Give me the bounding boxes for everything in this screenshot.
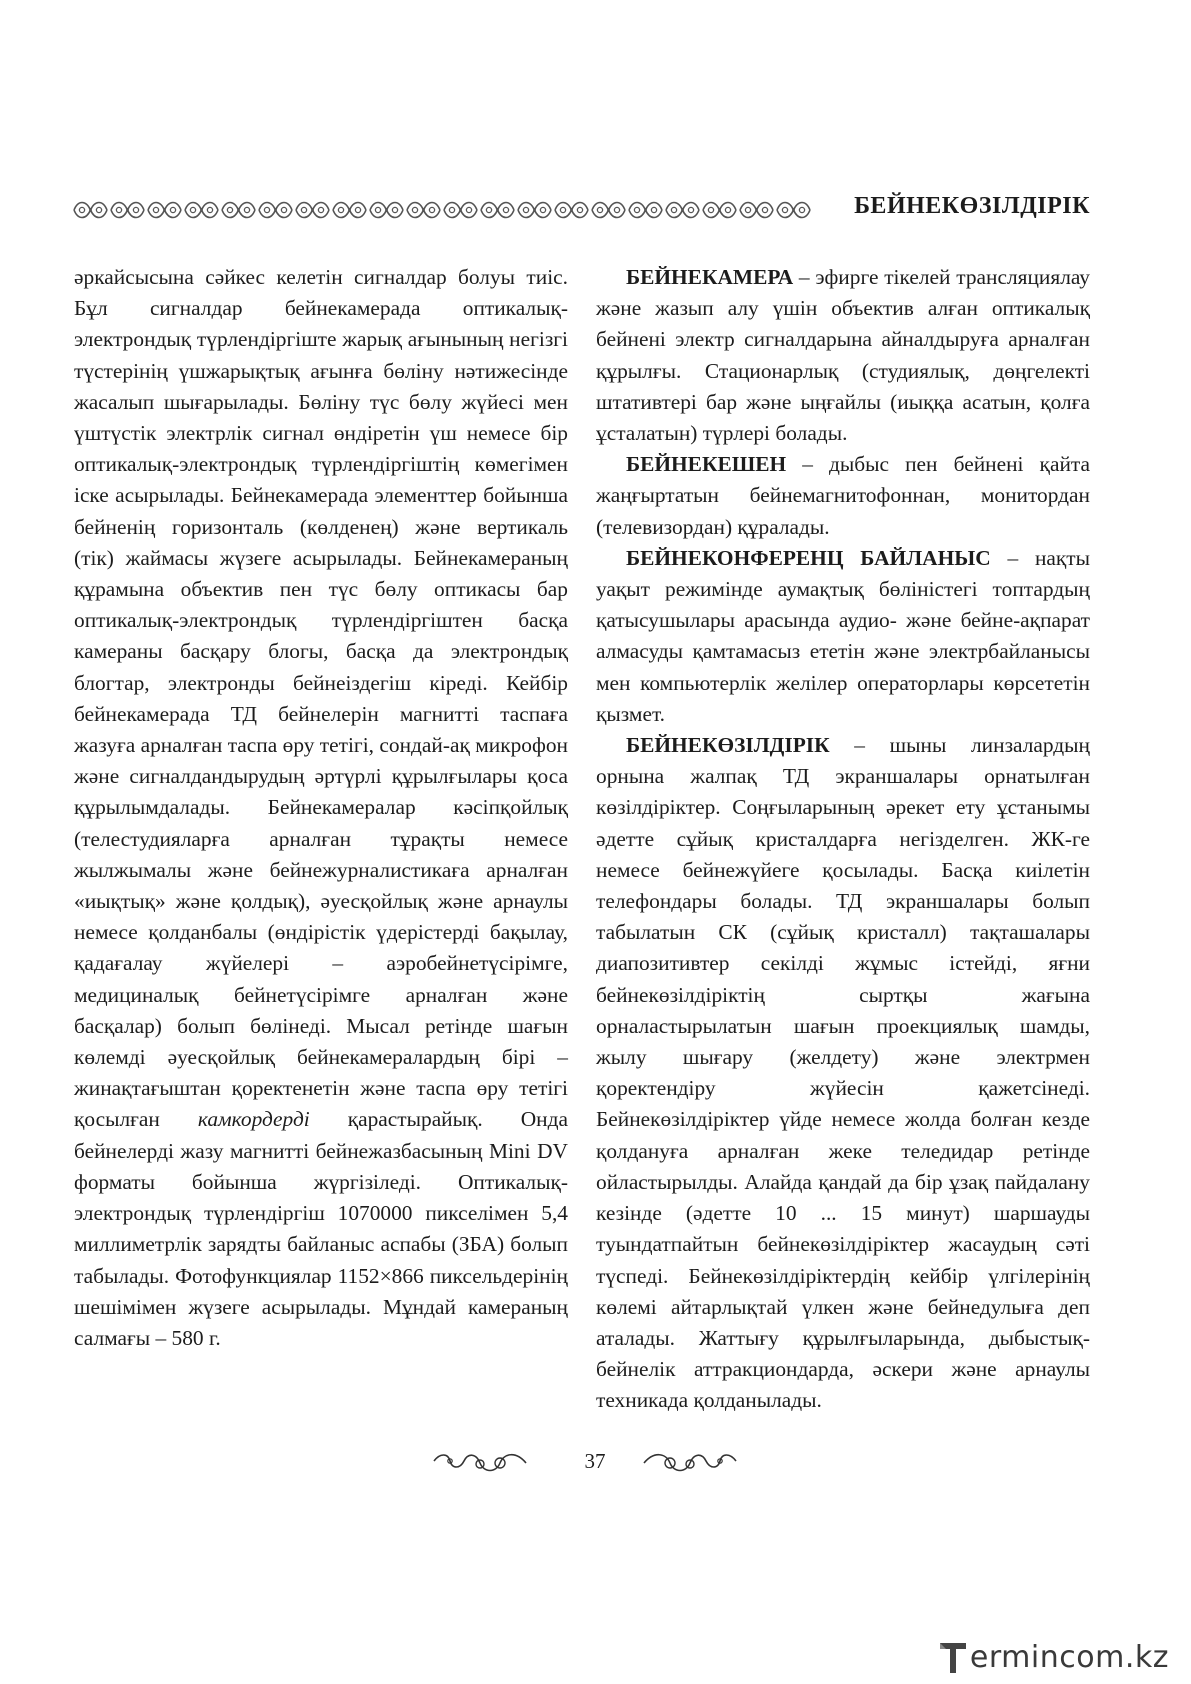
page-header [72, 190, 1090, 230]
running-head: БЕЙНЕКӨЗІЛДІРІК [854, 193, 1090, 219]
termincom-t-logo-icon [938, 1639, 968, 1675]
ornament-band-icon [72, 196, 812, 224]
entry-beinekamera [596, 262, 1090, 449]
entry-text: – нақты уақыт режимінде аумақтық бөліністегі топтардың қатысушылары арасында аудио- және бейне-ақпарат алмасуды қамтамасыз ететін және электрбайланысы мен компьютерлік желілер операторлары көрсететін қызмет. [596, 545, 1090, 726]
left-column [74, 262, 568, 1354]
entry-text: – шыны линзалардың орнына жалпақ ТД экраншалары орнатылған көзілдіріктер. Соңғыларының әрекет ету ұстанымы әдетте сұйық кристалдарға негізделген. ЖК-ге немесе бейнежүйеге қосылады. Басқа киілетін телефондары болады. ТД экраншалары болып табылатын СК (сұйық кристалл) тақташалары диапозитивтер секілді жұмыс істейді, яғни бейнекөзілдіріктің сыртқы жағына орналастырылатын шағын проекциялық шамды, жылу шығару (желдету) және электрмен қоректендіру жүйесін қажетсінеді. Бейнекөзілдіріктер үйде немесе жолда болған кезде қолдануға арналған жеке теледидар ретінде ойластырылды. Алайда қандай да бір ұзақ пайдалану кезінде (әдетте 10 ... 15 минут) шаршауды туындатпайтын бейнекөзілдіріктер жасаудың сәті түспеді. Бейнекөзілдіріктердің кейбір үлгілерінің көлемі айтарлықтай үлкен және бейнедулыға деп аталады. Жаттығу құрылғыларында, дыбыстық-бейнелік аттракциондарда, әскери және арнаулы техникада қолданылады. [596, 733, 1090, 1413]
page-footer [0, 1445, 1191, 1485]
entry-term: БЕЙНЕКӨЗІЛДІРІК [626, 733, 830, 758]
right-column [596, 262, 1090, 1417]
entry-term: БЕЙНЕКАМЕРА [626, 265, 794, 289]
watermark-text: ermincom [969, 1639, 1125, 1675]
entry-beinekeshen [596, 449, 1090, 543]
entry-text: – эфирге тікелей трансляциялау және жазып алу үшін объектив алған оптикалық бейнені электр сигналдарына айналдыруға арналған құрылғы. Стационарлық (студиялық, дөңгелекті штативтері бар және ыңғайлы (иыққа асатын, қолға ұсталатын) түрлері болады. [596, 265, 1090, 446]
flourish-right-icon [640, 1449, 740, 1479]
termincom-watermark [938, 1635, 1169, 1679]
left-paragraph [74, 262, 568, 1354]
left-text-part-2: қарастырайық. Онда бейнелерді жазу магнитті бейнежазбасының Mini DV форматы бойынша жүргізіледі. Оптикалық-электрондық түрлендіргіш 1070000 пикселімен 5,4 миллиметрлік зарядты байланыс аспабы (ЗБА) болып табылады. Фотофункциялар 1152×866 пиксельдерінің шешімімен жүзеге асырылады. Мұндай камераның салмағы – 580 г. [74, 1107, 568, 1350]
page-number: 37 [584, 1449, 606, 1473]
entry-beinekonferents [596, 543, 1090, 730]
left-text-part-1: әркайсысына сәйкес келетін сигналдар болуы тиіс. Бұл сигналдар бейнекамерада оптикалық-электрондық түрлендіргіште жарық ағынының негізгі түстерінің үшжарықтық ағынға бөліну нәтижесінде жасалып шығарылады. Бөліну түс бөлу жүйесі мен үштүстік электрлік сигнал өндіретін үш немесе бір оптикалық-электрондық түрлендіргіштің көмегімен іске асырылады. Бейнекамерада элементтер бойынша бейненің горизонталь (көлденең) және вертикаль (тік) жаймасы жүзеге асырылады. Бейнекамераның құрамына объектив пен түс бөлу оптикасы бар оптикалық-электрондық түрлендіргіштен басқа камераны басқару блогы, басқа да электрондық блогтар, электронды бейнеіздегіш кіреді. Кейбір бейнекамерада ТД бейнелерін магнитті таспаға жазуға арналған таспа өру тетігі, сондай-ақ микрофон және сигналдандырудың әртүрлі құрылғылары қоса құрылымдалады. Бейнекамералар кәсіпқойлық (телестудияларға арналған тұрақты немесе жылжымалы және бейнежурналистикаға арналған «иықтық» және қолдық), әуесқойлық және арнаулы немесе қолданбалы (өндірістік үдерістерді бақылау, қадағалау жүйелері – аэробейнетүсірімге, медициналық бейнетүсірімге арналған және басқалар) болып бөлінеді. Мысал ретінде шағын көлемді әуесқойлық бейнекамералардың бірі – жинақтағыштан қоректенетін және таспа өру тетігі қосылған [74, 265, 568, 1132]
entry-term: БЕЙНЕКЕШЕН [626, 452, 787, 477]
flourish-left-icon [430, 1449, 530, 1479]
watermark-domain: .kz [1124, 1639, 1169, 1675]
entry-text: – дыбыс пен бейнені қайта жаңғыртатын бейнемагнитофоннан, монитордан (телевизордан) құралады. [596, 452, 1090, 539]
entry-beinekozildirik [596, 730, 1090, 1416]
entry-term: БЕЙНЕКОНФЕРЕНЦ БАЙЛАНЫС [626, 545, 991, 570]
left-italic-term: камкордерді [197, 1107, 310, 1132]
